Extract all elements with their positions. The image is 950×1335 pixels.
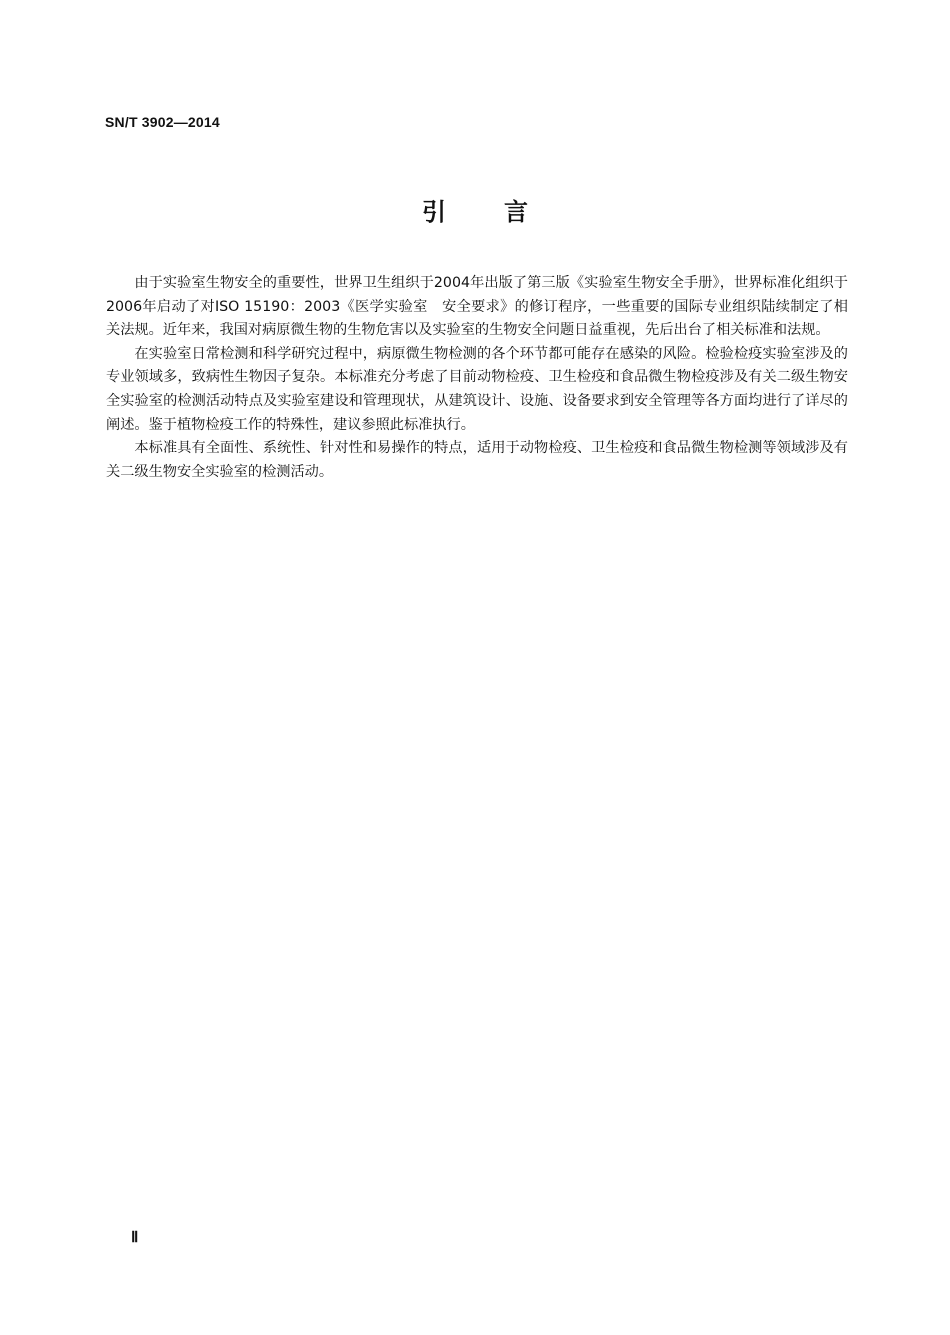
page-number: Ⅱ xyxy=(131,1230,139,1246)
paragraph-1: 由于实验室生物安全的重要性，世界卫生组织于2004年出版了第三版《实验室生物安全手册》，世界标准化组织于2006年启动了对ISO 15190：2003《医学实验室 安全要求》的修订程序，一些重要的国际专业组织陆续制定了相关法规。近年来，我国对病原微生物的生物危害以及实验室的生物安全问题日益重视，先后出台了相关标准和法规。 xyxy=(106,275,848,339)
paragraph-2: 在实验室日常检测和科学研究过程中，病原微生物检测的各个环节都可能存在感染的风险。检验检疫实验室涉及的专业领域多，致病性生物因子复杂。本标准充分考虑了目前动物检疫、卫生检疫和食品微生物检疫涉及有关二级生物安全实验室的检测活动特点及实验室建设和管理现状，从建筑设计、设施、设备要求到安全管理等各方面均进行了详尽的阐述。鉴于植物检疫工作的特殊性，建议参照此标准执行。 xyxy=(106,345,848,433)
body-text xyxy=(106,272,848,484)
paragraph-3: 本标准具有全面性、系统性、针对性和易操作的特点，适用于动物检疫、卫生检疫和食品微生物检测等领域涉及有关二级生物安全实验室的检测活动。 xyxy=(106,440,848,480)
page-title: 引言 xyxy=(422,198,586,226)
document-code: SN/T 3902—2014 xyxy=(105,114,220,130)
